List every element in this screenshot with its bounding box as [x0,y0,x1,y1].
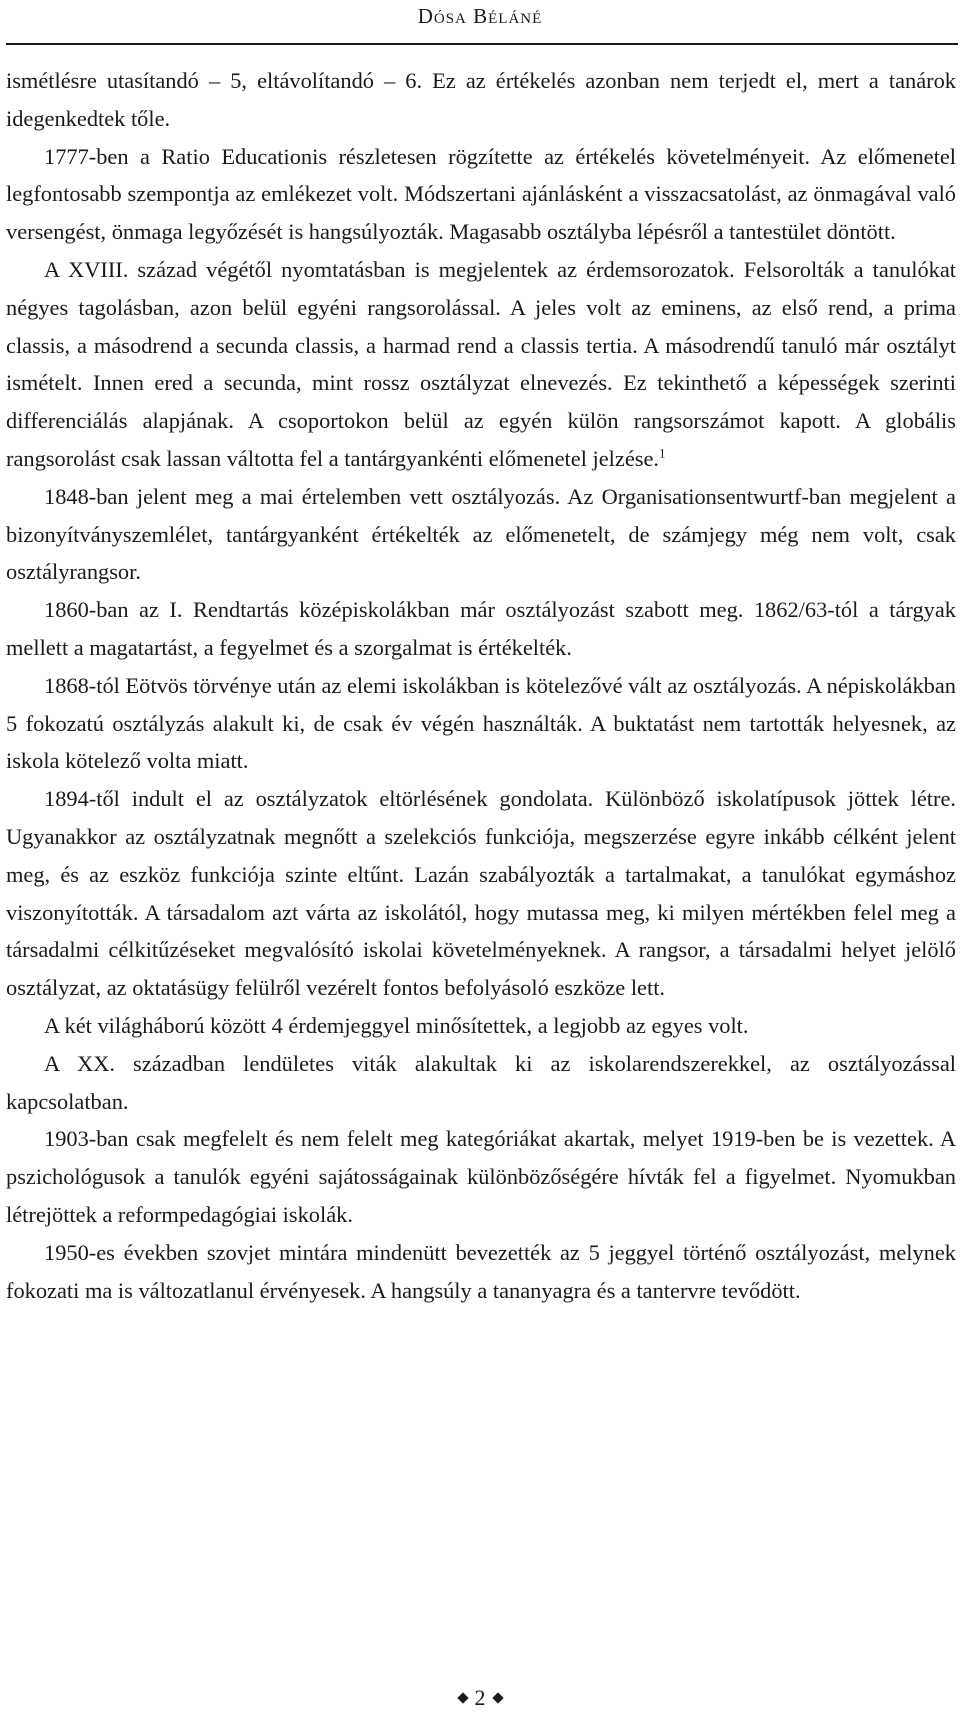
paragraph: 1860-ban az I. Rendtartás középiskolákban már osztályozást szabott meg. 1862/63-tól a tárgyak mellett a magatartást, a fegyelmet és a szorgalmat is értékelték. [6,597,956,660]
paragraph: A két világháború között 4 érdemjeggyel minősítettek, a legjobb az egyes volt. [44,1012,749,1038]
paragraph: 1894-től indult el az osztályzatok eltörlésének gondolata. Különböző iskolatípusok jöttek létre. Ugyanakkor az osztályzatnak megnőtt a szelekciós funkciója, megszerzése egyre inkább célként jelent meg, és az eszköz funkciója szinte eltűnt. Lazán szabályozták a tartalmakat, a tanulókat egymáshoz viszonyították. A társadalom azt várta az iskolától, hogy mutassa meg, ki milyen mértékben felel meg a társadalmi célkitűzéseket megvalósító iskolai követelményeknek. A rangsor, a társadalmi helyet jelölő osztályzat, az oktatásügy felülről vezérelt fontos befolyásoló eszköze lett. [6,786,956,1001]
paragraph: 1777-ben a Ratio Educationis részletesen rögzítette az értékelés követelményeit. Az előmenetel legfontosabb szempontja az emlékezet volt. Módszertani ajánlásként a visszacsatolást, az önmagával való versengést, önmaga legyőzését is hangsúlyozták. Magasabb osztályba lépésről a tantestület döntött. [6,143,956,245]
header-rule [6,43,958,45]
body-text [6,62,956,1309]
paragraph: 1848-ban jelent meg a mai értelemben vett osztályozás. Az Organisationsentwurtf-ban megjelent a bizonyítványszemlélet, tantárgyanként értékelték az előmenetelt, de számjegy még nem volt, csak osztályrangsor. [6,483,956,585]
footnote-marker[interactable]: 1 [659,445,666,461]
paragraph: ismétlésre utasítandó – 5, eltávolítandó – 6. Ez az értékelés azonban nem terjedt el, mert a tanárok idegenkedtek tőle. [6,68,956,131]
page-footer [0,1685,960,1711]
paragraph [6,251,956,478]
diamond-icon [492,1693,503,1704]
page-number: 2 [474,1685,486,1710]
paragraph: 1950-es években szovjet mintára mindenütt bevezették az 5 jeggyel történő osztályozást, melynek fokozati ma is változatlanul érvényesek. A hangsúly a tananyagra és a tantervre tevődött. [6,1239,956,1303]
paragraph: A XX. században lendületes viták alakultak ki az iskolarendszerekkel, az osztályozással kapcsolatban. [6,1050,956,1114]
paragraph: 1903-ban csak megfelelt és nem felelt meg kategóriákat akartak, melyet 1919-ben be is vezettek. A pszichológusok a tanulók egyéni sajátosságainak különbözőségére hívták fel a figyelmet. Nyomukban létrejöttek a reformpedagógiai iskolák. [6,1126,956,1227]
paragraph: 1868-tól Eötvös törvénye után az elemi iskolákban is kötelezővé vált az osztályozás. A népiskolákban 5 fokozatú osztályzás alakult ki, de csak év végén használták. A buktatást nem tartották helyesnek, az iskola kötelező volta miatt. [6,672,956,774]
diamond-icon [457,1693,468,1704]
paragraph-text: A XVIII. század végétől nyomtatásban is megjelentek az érdemsorozatok. Felsorolták a tanulókat négyes tagolásban, azon belül egyéni rangsorolással. A jeles volt az eminens, az első rend, a prima classis, a másodrend a secunda classis, a harmad rend a classis tertia. A másodrendű tanuló már osztályt ismételt. Innen ered a secunda, mint rossz osztályzat elnevezés. Ez tekinthető a képességek szerinti differenciálás alapjának. A csoportokon belül az egyén külön rangsorszámot kapott. A globális rangsorolást csak lassan váltotta fel a tantárgyankénti előmenetel jelzése. [6,256,956,471]
running-head: Dósa Béláné [417,4,543,28]
